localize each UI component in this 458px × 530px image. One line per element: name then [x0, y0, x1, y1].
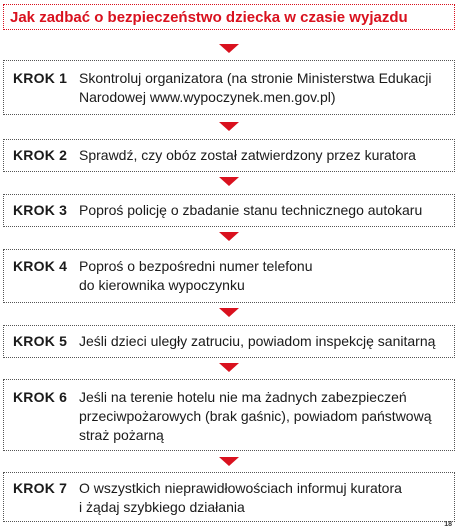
step-prefix: KROK	[13, 389, 56, 405]
step-5	[3, 325, 455, 358]
step-text-line: do kierownika wypoczynku	[79, 277, 245, 293]
step-text-line: i żądaj szybkiego działania	[79, 499, 245, 515]
step-label	[13, 70, 67, 86]
step-2	[3, 139, 455, 172]
arrow-down-icon	[219, 363, 239, 372]
step-label	[13, 147, 67, 163]
step-6	[3, 379, 455, 451]
step-label	[13, 333, 67, 349]
step-text-line: Poproś o bezpośredni numer telefonu	[79, 258, 313, 274]
step-label	[13, 389, 67, 405]
step-text	[79, 201, 446, 220]
step-number: 2	[59, 147, 68, 163]
diagram-title: Jak zadbać o bezpieczeństwo dziecka w czasie wyjazdu	[10, 8, 408, 26]
step-label	[13, 258, 67, 274]
title-box	[3, 4, 455, 30]
step-prefix: KROK	[13, 333, 56, 349]
step-text-line: przeciwpożarowych (brak gaśnic), powiadom państwową	[79, 408, 432, 424]
step-text	[79, 257, 446, 295]
arrow-down-icon	[219, 232, 239, 241]
step-text-line: Skontroluj organizatora (na stronie Ministerstwa Edukacji	[79, 70, 432, 86]
step-4	[3, 249, 455, 303]
step-number: 3	[59, 202, 68, 218]
step-prefix: KROK	[13, 258, 56, 274]
step-prefix: KROK	[13, 202, 56, 218]
arrow-down-icon	[219, 308, 239, 317]
step-text-line: O wszystkich nieprawidłowościach informuj kuratora	[79, 480, 402, 496]
step-number: 1	[59, 70, 68, 86]
step-text	[79, 69, 446, 107]
step-7	[3, 472, 455, 522]
step-number: 4	[59, 258, 68, 274]
step-text-line: Sprawdź, czy obóz został zatwierdzony przez kuratora	[79, 147, 416, 163]
step-3	[3, 194, 455, 227]
step-text	[79, 479, 446, 517]
step-text-line: Jeśli na terenie hotelu nie ma żadnych zabezpieczeń	[79, 389, 407, 405]
step-prefix: KROK	[13, 147, 56, 163]
step-text	[79, 146, 446, 165]
arrow-down-icon	[219, 177, 239, 186]
step-1	[3, 60, 455, 115]
step-number: 7	[59, 480, 68, 496]
step-text-line: Poproś policję o zbadanie stanu technicznego autokaru	[79, 202, 423, 218]
step-text-line: straż pożarną	[79, 427, 164, 443]
step-text-line: Narodowej www.wypoczynek.men.gov.pl)	[79, 89, 336, 105]
arrow-down-icon	[219, 457, 239, 466]
arrow-down-icon	[219, 44, 239, 53]
page-number: 18	[444, 521, 452, 528]
arrow-down-icon	[219, 122, 239, 131]
step-text-line: Jeśli dzieci uległy zatruciu, powiadom inspekcję sanitarną	[79, 333, 436, 349]
step-number: 5	[59, 333, 68, 349]
step-label	[13, 202, 67, 218]
step-prefix: KROK	[13, 480, 56, 496]
step-label	[13, 480, 67, 496]
step-prefix: KROK	[13, 70, 56, 86]
step-text	[79, 388, 446, 445]
step-number: 6	[59, 389, 68, 405]
step-text	[79, 332, 446, 351]
